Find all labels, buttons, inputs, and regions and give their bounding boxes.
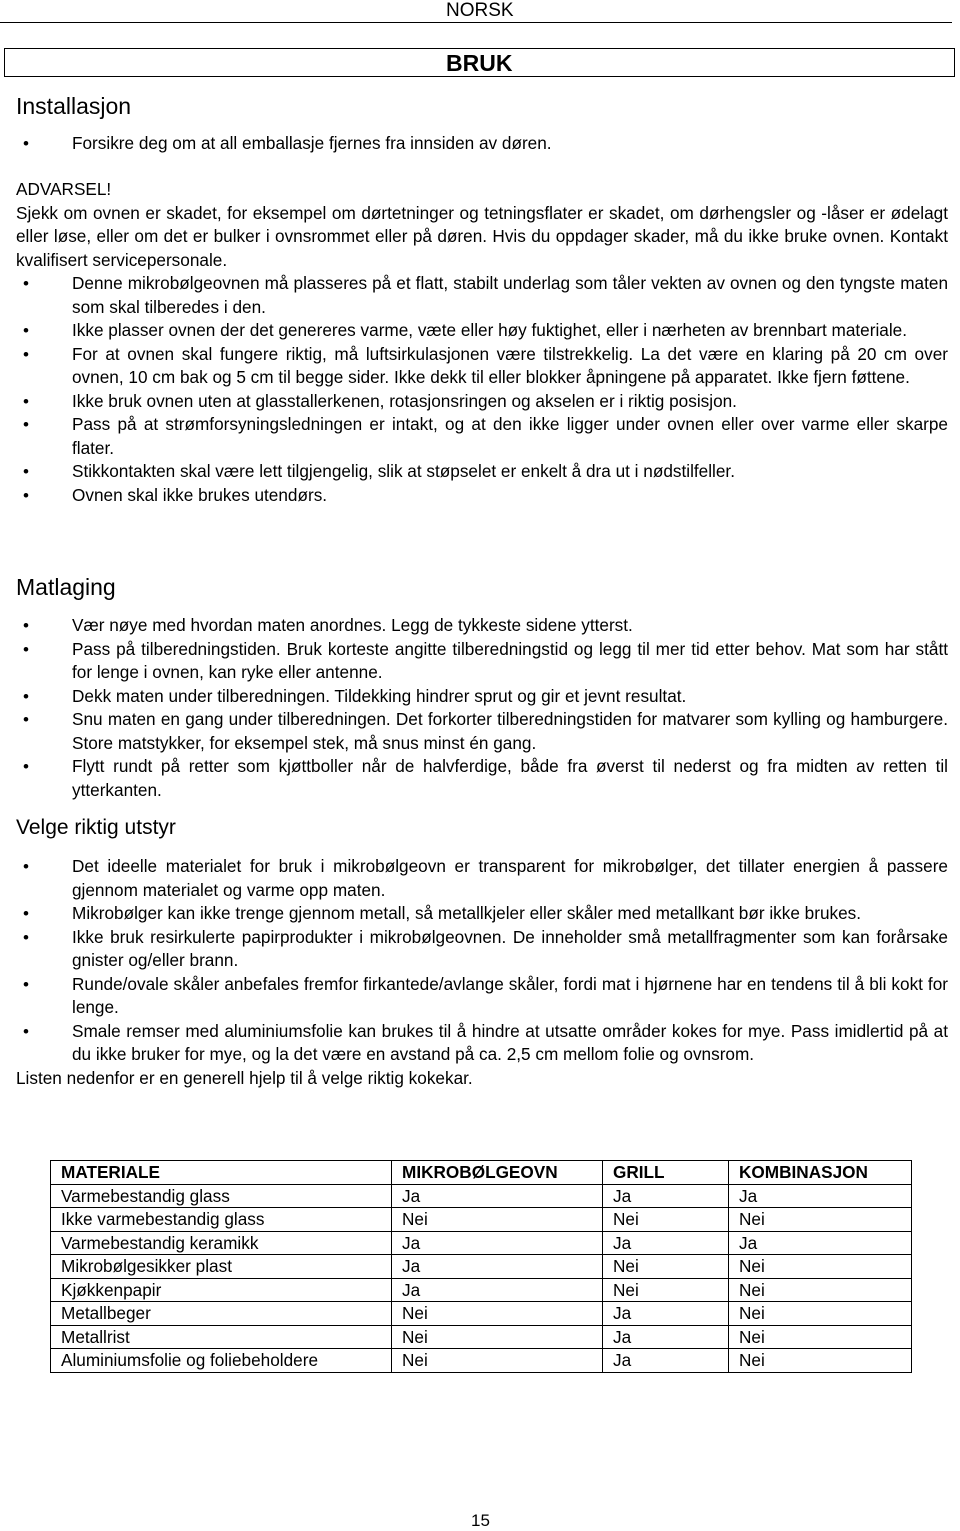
table-cell: Mikrobølgesikker plast [51,1255,392,1279]
table-cell: Nei [729,1349,912,1373]
table-cell: Nei [603,1208,729,1232]
table-cell: Ja [603,1349,729,1373]
list-item: • Ovnen skal ikke brukes utendørs. [16,484,948,508]
table-cell: Ja [392,1278,603,1302]
table-cell: Varmebestandig glass [51,1184,392,1208]
table-cell: Metallbeger [51,1302,392,1326]
list-item: • Mikrobølger kan ikke trenge gjennom metall, så metallkjeler eller skåler med metallkant bør ikke brukes. [16,902,948,926]
list-item: • Pass på tilberedningstiden. Bruk korteste angitte tilberedningstid og legg til mer tid etter behov. Mat som har stått for lenge i ovnen, kan ryke eller antenne. [16,638,948,685]
table-cell: Ja [729,1231,912,1255]
column-header: GRILL [603,1161,729,1185]
table-cell: Ja [392,1231,603,1255]
table-cell: Nei [392,1302,603,1326]
table-cell: Metallrist [51,1325,392,1349]
list-item: • Stikkontakten skal være lett tilgjengelig, slik at støpselet er enkelt å dra ut i nødstilfeller. [16,460,948,484]
column-header: MIKROBØLGEOVN [392,1161,603,1185]
heading-installasjon: Installasjon [16,93,132,119]
heading-matlaging: Matlaging [16,574,116,600]
table-row [51,1349,912,1373]
column-header: MATERIALE [51,1161,392,1185]
matlaging-list-block [16,614,948,802]
table-cell: Nei [729,1302,912,1326]
table-cell: Nei [603,1278,729,1302]
table-row [51,1278,912,1302]
table-cell: Nei [392,1349,603,1373]
list-item: • Det ideelle materialet for bruk i mikrobølgeovn er transparent for mikrobølger, det tillater energien å passere gjennom materialet og varme opp maten. [16,855,948,902]
table-row [51,1208,912,1232]
cookware-table [50,1160,912,1373]
header-rule [0,22,952,23]
list-item: • Ikke plasser ovnen der det genereres varme, væte eller høy fuktighet, eller i nærheten av brennbart materiale. [16,319,948,343]
language-label: NORSK [446,0,514,21]
list-item: • Ikke bruk ovnen uten at glasstallerkenen, rotasjonsringen og akselen er i riktig posisjon. [16,390,948,414]
table-cell: Ja [603,1302,729,1326]
table-row [51,1325,912,1349]
table-cell: Ikke varmebestandig glass [51,1208,392,1232]
list-item: • For at ovnen skal fungere riktig, må luftsirkulasjonen være tilstrekkelig. La det være en klaring på 20 cm over ovnen, 10 cm bak og 5 cm til begge sider. Ikke dekk til eller blokker åpningene på apparatet. Ikke fjern føttene. [16,343,948,390]
heading-velge-utstyr: Velge riktig utstyr [16,816,176,839]
table-cell: Nei [729,1255,912,1279]
table-cell: Aluminiumsfolie og foliebeholdere [51,1349,392,1373]
table-cell: Nei [729,1278,912,1302]
table-cell: Kjøkkenpapir [51,1278,392,1302]
table-row [51,1231,912,1255]
table-cell: Nei [392,1325,603,1349]
warning-block [16,178,948,507]
table-cell: Nei [729,1208,912,1232]
list-item: • Forsikre deg om at all emballasje fjernes fra innsiden av døren. [16,132,948,156]
page-number: 15 [471,1511,490,1530]
installasjon-list [16,272,948,507]
table-cell: Varmebestandig keramikk [51,1231,392,1255]
installasjon-intro [16,132,948,156]
list-item: • Smale remser med aluminiumsfolie kan brukes til å hindre at utsatte områder kokes for mye. Pass imidlertid på at du ikke bruker for mye, og la det være en avstand på ca. 2,5 cm mellom folie og ovnsrom. [16,1020,948,1067]
list-item: • Snu maten en gang under tilberedningen. Det forkorter tilberedningstiden for matvarer som kylling og hamburgere. Store matstykker, for eksempel stek, må snus minst én gang. [16,708,948,755]
table-cell: Ja [392,1255,603,1279]
warning-title: ADVARSEL! [16,179,112,199]
table-cell: Ja [603,1325,729,1349]
table-cell: Ja [729,1184,912,1208]
table-cell: Nei [729,1325,912,1349]
list-intro: Listen nedenfor er en generell hjelp til å velge riktig kokekar. [16,1067,473,1088]
section-title: BRUK [446,50,513,76]
table-cell: Nei [603,1255,729,1279]
warning-text: Sjekk om ovnen er skadet, for eksempel om dørtetninger og tetningsflater er skadet, om dørhengsler og -låser er ødelagt eller løse, eller om det er bulker i ovnsrommet eller på døren. Hvis du oppdager skader, må du ikke bruke ovnen. Kontakt kvalifisert servicepersonale. [16,202,948,270]
table-cell: Nei [392,1208,603,1232]
list-item: • Dekk maten under tilberedningen. Tildekking hindrer sprut og gir et jevnt resultat. [16,685,948,709]
column-header: KOMBINASJON [729,1161,912,1185]
utstyr-list-block [16,855,948,1090]
list-item: • Flytt rundt på retter som kjøttboller når de halvferdige, både fra øverst til nederst og fra midten av retten til ytterkanten. [16,755,948,802]
list-item: • Vær nøye med hvordan maten anordnes. Legg de tykkeste sidene ytterst. [16,614,948,638]
table-cell: Ja [392,1184,603,1208]
table-header-row [51,1161,912,1185]
table-row [51,1302,912,1326]
list-item: • Denne mikrobølgeovnen må plasseres på et flatt, stabilt underlag som tåler vekten av ovnen og den tyngste maten som skal tilberedes i den. [16,272,948,319]
table-row [51,1255,912,1279]
table-cell: Ja [603,1184,729,1208]
table-row [51,1184,912,1208]
table-cell: Ja [603,1231,729,1255]
list-item: • Ikke bruk resirkulerte papirprodukter i mikrobølgeovnen. De inneholder små metallfragmenter som kan forårsake gnister og/eller brann. [16,926,948,973]
list-item: • Pass på at strømforsyningsledningen er intakt, og at den ikke ligger under ovnen eller over varme eller skarpe flater. [16,413,948,460]
list-item: • Runde/ovale skåler anbefales fremfor firkantede/avlange skåler, fordi mat i hjørnene har en tendens til å bli kokt for lenge. [16,973,948,1020]
